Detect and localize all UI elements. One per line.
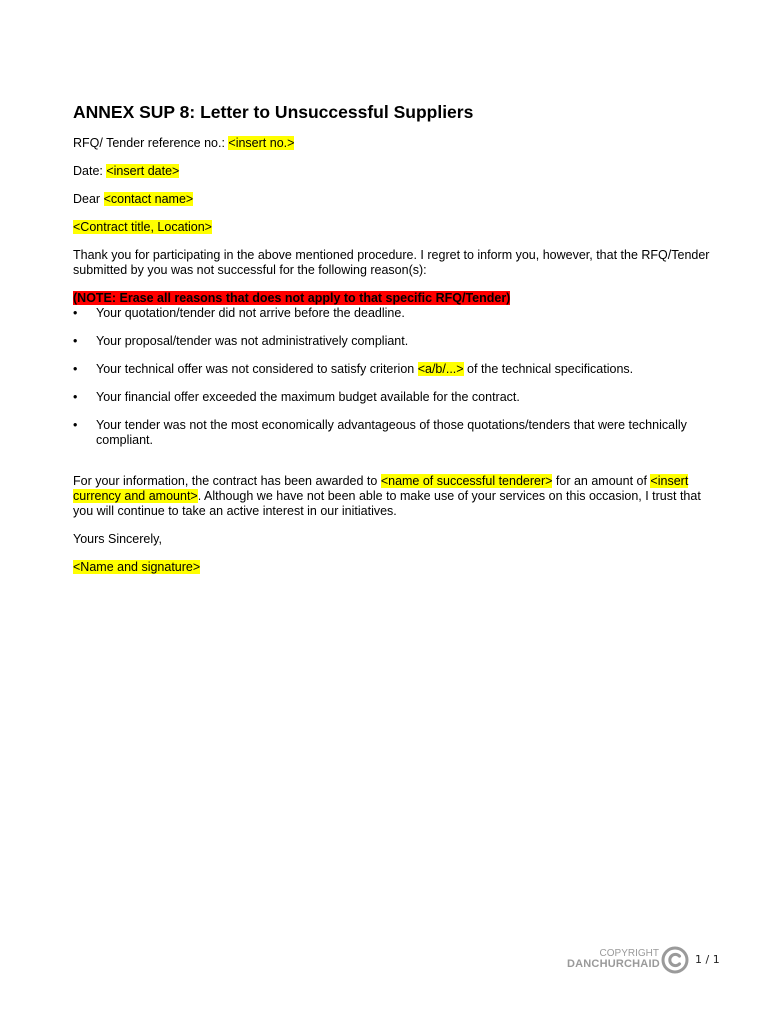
reason-text: Your proposal/tender was not administratively compliant. <box>96 334 409 348</box>
copyright-label: COPYRIGHT <box>599 948 659 959</box>
reason-text: Your quotation/tender did not arrive before the deadline. <box>96 306 405 320</box>
salutation-label: Dear <box>73 192 104 206</box>
date-line <box>73 164 713 179</box>
bullet-icon: • <box>73 334 78 348</box>
criterion-placeholder: <a/b/...> <box>417 362 464 376</box>
document-title: ANNEX SUP 8: Letter to Unsuccessful Suppliers <box>73 102 474 122</box>
list-item <box>73 334 713 349</box>
reason-text: Your tender was not the most economically advantageous of those quotations/tenders that were technically compliant. <box>96 418 687 447</box>
contract-title-placeholder: <Contract title, Location> <box>73 220 212 234</box>
reason-text-after: of the technical specifications. <box>463 362 634 376</box>
closing-line: Yours Sincerely, <box>73 532 162 546</box>
salutation-line <box>73 192 713 207</box>
page-footer <box>567 944 727 980</box>
amount-placeholder: <insert currency and amount> <box>73 474 689 503</box>
reason-text: Your financial offer exceeded the maximum budget available for the contract. <box>96 390 520 404</box>
tenderer-placeholder: <name of successful tenderer> <box>380 474 553 488</box>
date-label: Date: <box>73 164 107 178</box>
reference-label: RFQ/ Tender reference no.: <box>73 136 229 150</box>
signature-placeholder: <Name and signature> <box>73 560 201 574</box>
erase-note: (NOTE: Erase all reasons that does not apply to that specific RFQ/Tender) <box>73 291 511 305</box>
copyright-watermark <box>567 948 659 970</box>
bullet-icon: • <box>73 390 78 404</box>
award-text-3: . Although we have not been able to make use of your services on this occasion, I trust that you will continue to take an active interest in our initiatives. <box>73 489 701 518</box>
list-item <box>73 306 713 321</box>
bullet-icon: • <box>73 418 78 432</box>
copyright-icon <box>661 946 689 974</box>
list-item <box>73 390 713 405</box>
list-item <box>73 418 713 448</box>
reference-placeholder: <insert no.> <box>228 136 295 150</box>
signature-line <box>73 560 713 575</box>
reference-line <box>73 136 713 151</box>
page-number: 1 / 1 <box>695 953 720 966</box>
reason-text-before: Your technical offer was not considered to satisfy criterion <box>96 362 418 376</box>
note-line <box>73 291 713 306</box>
award-text-2: for an amount of <box>552 474 651 488</box>
contract-title-line <box>73 220 713 235</box>
intro-paragraph: Thank you for participating in the above mentioned procedure. I regret to inform you, however, that the RFQ/Tender submitted by you was not successful for the following reason(s): <box>73 248 710 277</box>
reason-text <box>96 362 633 376</box>
spacer <box>73 461 713 474</box>
list-item <box>73 362 713 377</box>
award-paragraph <box>73 474 713 519</box>
bullet-icon: • <box>73 362 78 376</box>
contact-name-placeholder: <contact name> <box>103 192 194 206</box>
bullet-icon: • <box>73 306 78 320</box>
reasons-list <box>73 306 713 448</box>
award-text-1: For your information, the contract has been awarded to <box>73 474 381 488</box>
letter-body <box>73 101 713 588</box>
date-placeholder: <insert date> <box>106 164 180 178</box>
brand-name: DANCHURCHAID <box>567 958 660 970</box>
